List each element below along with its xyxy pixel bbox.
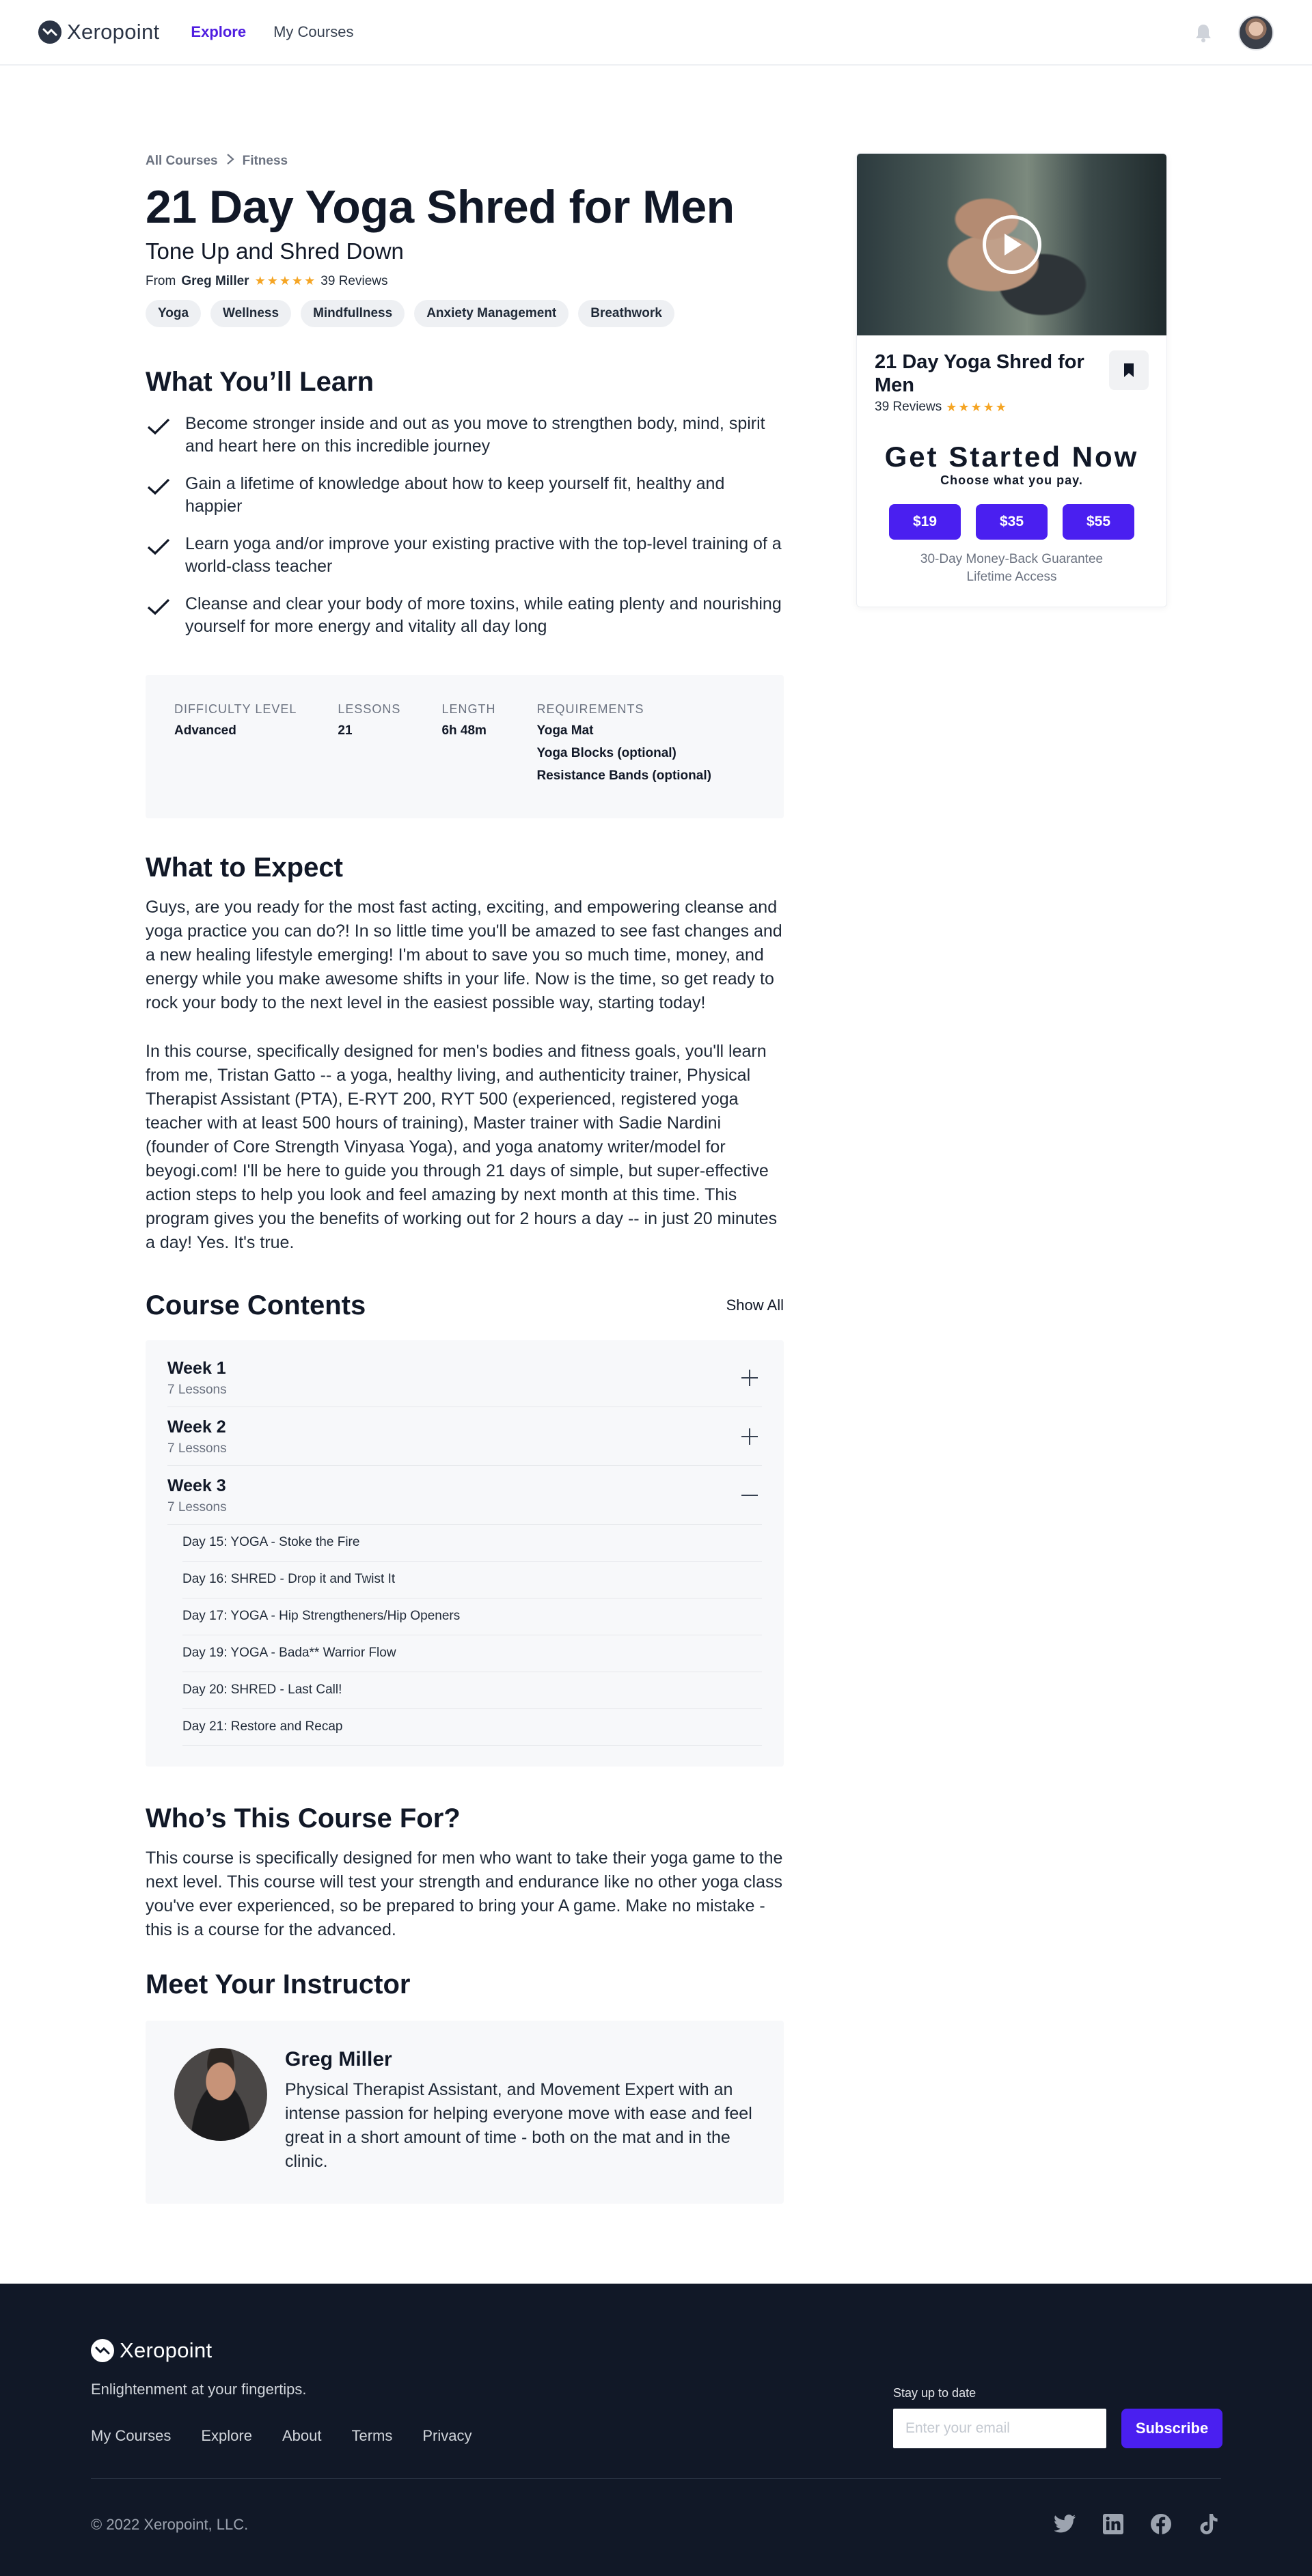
instructor-card	[146, 2021, 784, 2204]
star-icon: ★	[292, 274, 303, 288]
lesson-item[interactable]: Day 21: Restore and Recap	[182, 1709, 762, 1746]
lesson-item[interactable]: Day 17: YOGA - Hip Strengtheners/Hip Openers	[182, 1598, 762, 1635]
learn-text: Become stronger inside and out as you move to strengthen body, mind, spirit and heart here on this incredible journey	[185, 413, 765, 456]
meta-value: Advanced	[174, 723, 236, 738]
chevron-right-icon	[226, 153, 234, 169]
breadcrumb	[146, 153, 784, 169]
nav-my-courses[interactable]: My Courses	[273, 23, 354, 40]
tag-list	[146, 300, 784, 327]
purchase-card-body	[857, 335, 1166, 607]
top-nav	[0, 0, 1312, 66]
main-nav	[191, 23, 353, 41]
bell-icon[interactable]	[1193, 22, 1214, 44]
week-lesson-count: 7 Lessons	[167, 1499, 227, 1514]
footer-tagline: Enlightenment at your fingertips.	[91, 2381, 307, 2398]
bookmark-button[interactable]	[1109, 350, 1149, 390]
subscribe-button[interactable]: Subscribe	[1121, 2409, 1222, 2448]
brand-logo[interactable]	[38, 20, 159, 44]
bookmark-icon	[1123, 363, 1135, 378]
footer-link-terms[interactable]: Terms	[351, 2427, 393, 2444]
tag-chip[interactable]: Yoga	[146, 300, 201, 327]
requirement-item: Yoga Mat	[536, 723, 594, 738]
audience-text: This course is specifically designed for men who want to take their yoga game to the next level. This course will test your strength and endurance like no other yoga class you've ever experienced, so be prepared to bring your A game. Make no mistake - this is a course for the advanced.	[146, 1848, 783, 1939]
course-byline	[146, 274, 784, 289]
expect-paragraph: In this course, specifically designed for men's bodies and fitness goals, you'll learn from me, Tristan Gatto -- a yoga, healthy living, and authenticity trainer, Physical Therapist Assistant (PTA), E-RYT 200, RYT 500 (experienced, registered yoga teacher with at least 500 hours of training), Master trainer with Sadie Nardini (founder of Core Strength Vinyasa Yoga), and yoga anatomy writer/model for beyogi.com! I'll be here to guide you through 21 days of simple, but super-effective action steps to help you look and feel amazing by next month at this time. This program gives you the benefits of working out for 2 hours a day -- in just 20 minutes a day! Yes. It's true.	[146, 1041, 778, 1252]
copyright-text: © 2022 Xeropoint, LLC.	[91, 2516, 249, 2533]
logo-icon	[38, 20, 62, 44]
requirement-item: Yoga Blocks (optional)	[536, 745, 676, 760]
lesson-item[interactable]: Day 16: SHRED - Drop it and Twist It	[182, 1562, 762, 1598]
twitter-icon[interactable]	[1053, 2512, 1078, 2536]
meta-value: 6h 48m	[441, 723, 487, 738]
footer-inner	[91, 2284, 1221, 2576]
contents-header	[146, 1290, 784, 1321]
week-row[interactable]	[167, 1407, 762, 1466]
tiktok-icon[interactable]	[1197, 2512, 1221, 2536]
price-button-55[interactable]: $55	[1063, 504, 1134, 540]
week-info	[167, 1417, 227, 1456]
meta-label: DIFFICULTY LEVEL	[174, 702, 297, 716]
footer-nav	[91, 2427, 472, 2445]
newsletter-label: Stay up to date	[893, 2386, 976, 2400]
week-info	[167, 1476, 227, 1515]
guarantee-text	[875, 551, 1149, 586]
breadcrumb-all-courses[interactable]: All Courses	[146, 154, 218, 168]
user-avatar[interactable]	[1238, 15, 1274, 51]
learn-list	[146, 413, 784, 638]
tag-chip[interactable]: Mindfullness	[301, 300, 405, 327]
social-links	[1053, 2512, 1221, 2536]
footer-link-privacy[interactable]: Privacy	[422, 2427, 472, 2444]
week-title: Week 1	[167, 1358, 226, 1378]
money-back-text: 30-Day Money-Back Guarantee	[920, 552, 1104, 566]
instructor-heading: Meet Your Instructor	[146, 1969, 411, 1999]
cta-heading: Get Started Now	[884, 441, 1139, 473]
audience-heading: Who’s This Course For?	[146, 1803, 461, 1833]
price-button-19[interactable]: $19	[889, 504, 961, 540]
star-icon: ★	[279, 274, 290, 288]
week-lesson-count: 7 Lessons	[167, 1441, 227, 1456]
course-main	[146, 66, 784, 2204]
lifetime-access-text: Lifetime Access	[966, 570, 1057, 584]
learn-item	[146, 413, 784, 458]
card-reviews	[875, 400, 1149, 415]
star-icon: ★	[946, 400, 957, 414]
length-meta	[441, 702, 495, 788]
learn-heading: What You’ll Learn	[146, 366, 374, 397]
instructor-info	[285, 2048, 755, 2176]
learn-text: Cleanse and clear your body of more toxins, while eating plenty and nourishing yourself for more energy and vitality all day long	[185, 594, 782, 636]
expect-paragraph: Guys, are you ready for the most fast acting, exciting, and empowering cleanse and yoga practice you can do?! In so little time you'll be amazed to see fast changes and a new healing lifestyle emerging! I'm about to save you so much time, money, and energy while you make awesome shifts in your life. Now is the time, so get ready to rock your body to the next level in the easiest possible way, starting today!	[146, 897, 782, 1012]
lesson-item[interactable]: Day 19: YOGA - Bada** Warrior Flow	[182, 1635, 762, 1672]
star-icon: ★	[304, 274, 316, 288]
play-icon[interactable]	[983, 215, 1041, 274]
checkmark-icon	[146, 596, 173, 621]
requirements-meta	[536, 702, 711, 788]
week-info	[167, 1359, 227, 1398]
linkedin-icon[interactable]	[1101, 2512, 1125, 2536]
learn-item	[146, 593, 784, 638]
course-meta	[146, 675, 784, 818]
week-row[interactable]	[167, 1348, 762, 1407]
footer-link-explore[interactable]: Explore	[201, 2427, 252, 2444]
contents-heading: Course Contents	[146, 1290, 366, 1320]
nav-actions	[1193, 15, 1274, 51]
rating-stars	[946, 400, 1007, 415]
lesson-item[interactable]: Day 15: YOGA - Stoke the Fire	[182, 1525, 762, 1562]
difficulty-meta	[174, 702, 297, 788]
week-lesson-count: 7 Lessons	[167, 1382, 227, 1397]
from-label: From	[146, 273, 176, 288]
star-icon: ★	[958, 400, 970, 414]
review-count[interactable]: 39 Reviews	[320, 273, 388, 288]
meta-label: LESSONS	[338, 702, 401, 716]
requirement-item: Resistance Bands (optional)	[536, 768, 711, 783]
expect-heading: What to Expect	[146, 852, 343, 883]
checkmark-icon	[146, 475, 173, 501]
star-icon: ★	[266, 274, 278, 288]
week-row[interactable]	[167, 1466, 762, 1525]
tag-chip[interactable]: Wellness	[210, 300, 291, 327]
meta-label: REQUIREMENTS	[536, 702, 644, 716]
star-icon: ★	[983, 400, 994, 414]
plus-icon[interactable]	[737, 1424, 762, 1449]
star-icon: ★	[995, 400, 1007, 414]
learn-item	[146, 533, 784, 578]
price-options	[875, 504, 1149, 540]
learn-item	[146, 473, 784, 518]
lessons-meta	[338, 702, 400, 788]
star-icon: ★	[970, 400, 982, 414]
tag-chip[interactable]: Breathwork	[578, 300, 674, 327]
lesson-list	[167, 1525, 762, 1746]
lesson-item[interactable]: Day 20: SHRED - Last Call!	[182, 1672, 762, 1709]
purchase-card	[856, 153, 1167, 607]
minus-icon[interactable]	[737, 1483, 762, 1508]
logo-icon	[91, 2339, 114, 2362]
checkmark-icon	[146, 415, 173, 441]
footer-divider	[91, 2478, 1221, 2479]
site-footer	[0, 2284, 1312, 2576]
week-title: Week 2	[167, 1417, 226, 1437]
instructor-avatar	[174, 2048, 267, 2141]
course-subtitle: Tone Up and Shred Down	[146, 238, 404, 264]
checkmark-icon	[146, 536, 173, 561]
show-all-link[interactable]: Show All	[726, 1297, 784, 1314]
page-title: 21 Day Yoga Shred for Men	[146, 181, 735, 233]
instructor-link[interactable]: Greg Miller	[181, 273, 249, 288]
instructor-bio: Physical Therapist Assistant, and Movement Expert with an intense passion for helping everyone move with ease and feel great in a short amount of time - both on the mat and in the clinic.	[285, 2079, 752, 2171]
course-contents	[146, 1340, 784, 1767]
learn-text: Learn yoga and/or improve your existing practive with the top-level training of a world-class teacher	[185, 534, 782, 576]
footer-link-about[interactable]: About	[282, 2427, 322, 2444]
meta-value: 21	[338, 723, 353, 738]
facebook-icon[interactable]	[1149, 2512, 1173, 2536]
plus-icon[interactable]	[737, 1366, 762, 1390]
learn-text: Gain a lifetime of knowledge about how to keep yourself fit, healthy and happier	[185, 473, 725, 516]
footer-link-my-courses[interactable]: My Courses	[91, 2427, 172, 2444]
star-icon: ★	[254, 274, 266, 288]
newsletter-form	[893, 2386, 1222, 2448]
week-title: Week 3	[167, 1476, 226, 1495]
instructor-name[interactable]: Greg Miller	[285, 2047, 392, 2071]
footer-logo[interactable]	[91, 2338, 212, 2363]
rating-stars	[255, 274, 316, 288]
nav-explore[interactable]: Explore	[191, 23, 247, 40]
cta-subheading: Choose what you pay.	[940, 473, 1083, 487]
price-button-35[interactable]: $35	[976, 504, 1048, 540]
footer-brand-name: Xeropoint	[120, 2338, 213, 2362]
card-header	[875, 350, 1149, 397]
card-title: 21 Day Yoga Shred for Men	[875, 351, 1084, 396]
meta-label: LENGTH	[441, 702, 496, 716]
tag-chip[interactable]: Anxiety Management	[414, 300, 569, 327]
breadcrumb-fitness[interactable]: Fitness	[242, 154, 288, 168]
email-field[interactable]	[893, 2409, 1106, 2448]
newsletter-row	[893, 2409, 1222, 2448]
card-review-count[interactable]: 39 Reviews	[875, 400, 942, 414]
brand-name: Xeropoint	[67, 20, 160, 44]
course-preview-video[interactable]	[857, 154, 1166, 335]
